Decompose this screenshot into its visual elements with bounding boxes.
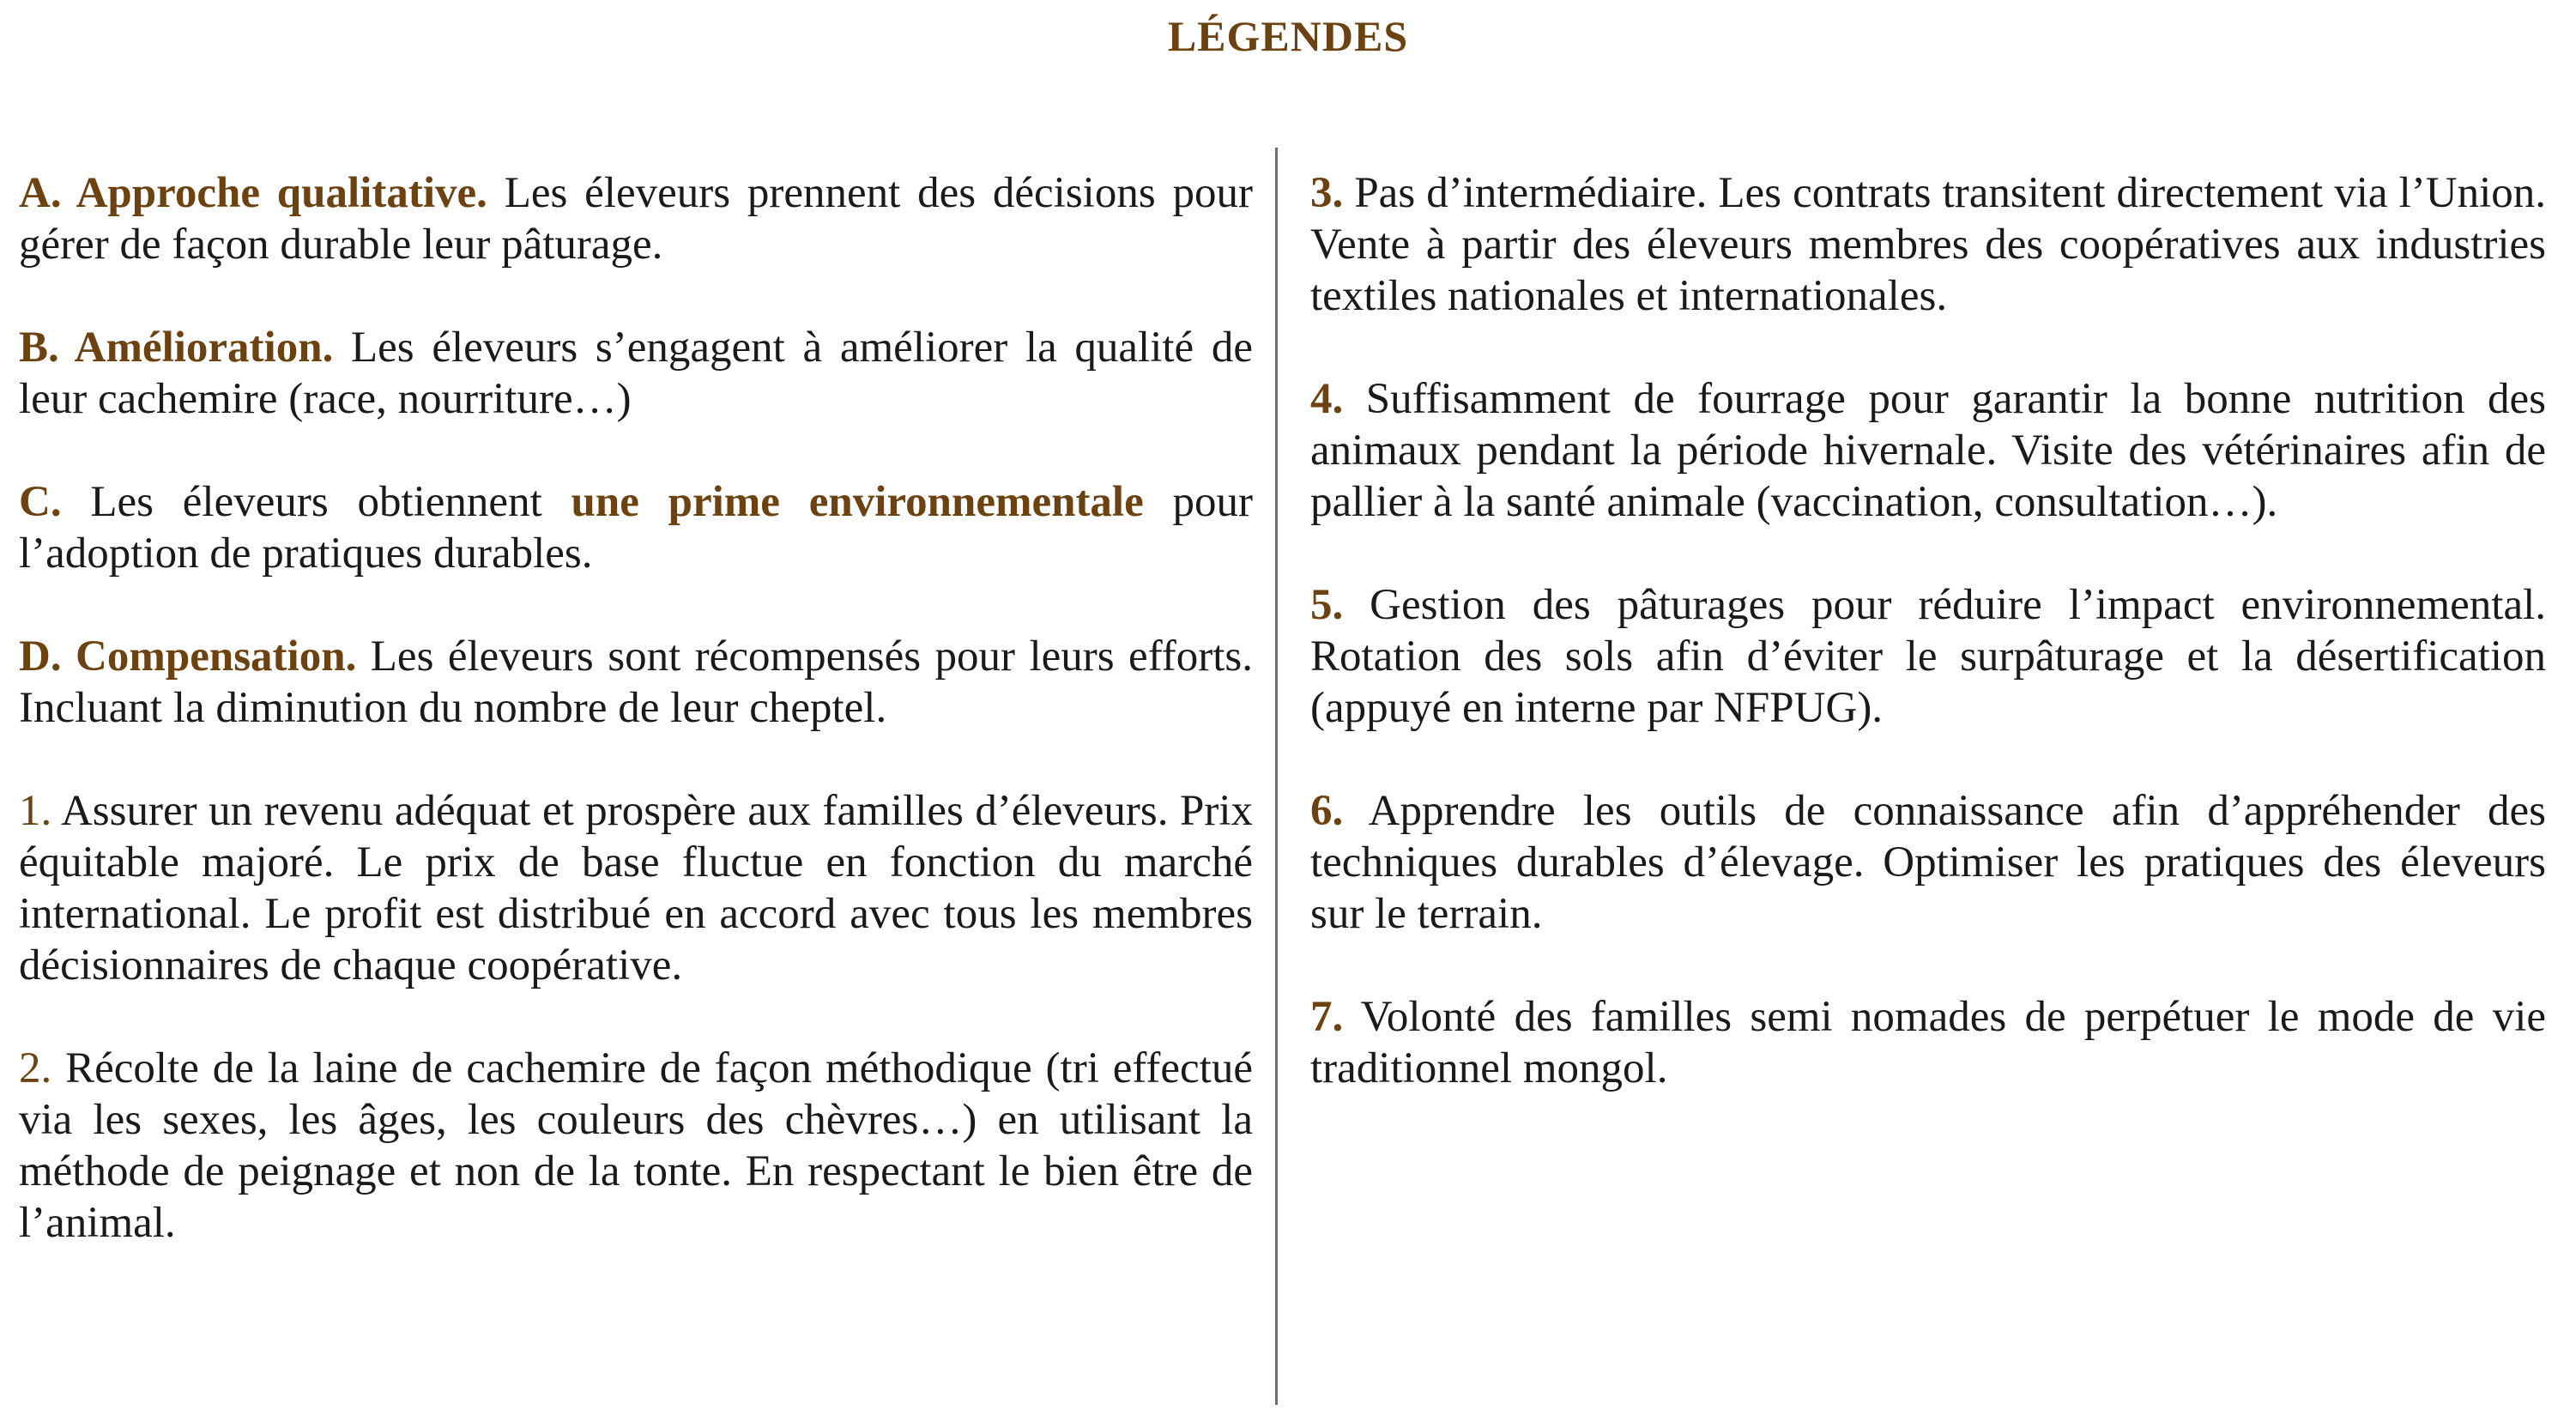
column-divider [1275, 148, 1278, 1405]
legend-text-a: Les éleveurs prennent des décisions pour gérer de façon durable leur pâturage. [19, 169, 1253, 269]
legend-number-7: 7. [1310, 993, 1344, 1041]
legend-text-c-before: Les éleveurs obtiennent [61, 478, 571, 526]
right-column [1310, 167, 2546, 1146]
legend-item-d [19, 631, 1253, 734]
legend-text-6: Apprendre les outils de connaissance afin d’appréhender des techniques durables d’élevage. Optimiser les pratiques des éleveurs sur le terrain. [1310, 787, 2546, 938]
legend-number-6: 6. [1310, 787, 1344, 835]
legend-item-c [19, 476, 1253, 579]
legend-number-2: 2. [19, 1044, 52, 1092]
page-title: LÉGENDES [1167, 12, 1409, 60]
legend-label-b: B. Amélioration. [19, 324, 334, 372]
legend-text-3: Pas d’intermédiaire. Les contrats transitent directement via l’Union. Vente à partir des éleveurs membres des coopératives aux industries textiles nationales et internationales. [1310, 169, 2546, 320]
legend-label-d: D. Compensation. [19, 632, 357, 681]
legend-text-b: Les éleveurs s’engagent à améliorer la qualité de leur cachemire (race, nourriture…) [19, 324, 1253, 423]
legend-item-6 [1310, 785, 2546, 940]
legend-text-4: Suffisamment de fourrage pour garantir la bonne nutrition des animaux pendant la période hivernale. Visite des vétérinaires afin de pallier à la santé animale (vaccination, consultation…). [1310, 375, 2546, 526]
legend-item-3 [1310, 167, 2546, 322]
legend-label-a: A. Approche qualitative. [19, 169, 487, 217]
legend-number-3: 3. [1310, 169, 1344, 217]
legend-number-4: 4. [1310, 375, 1344, 423]
legend-text-7: Volonté des familles semi nomades de perpétuer le mode de vie traditionnel mongol. [1310, 993, 2546, 1092]
legend-number-5: 5. [1310, 581, 1344, 629]
legend-item-2 [19, 1043, 1253, 1249]
legend-item-5 [1310, 579, 2546, 734]
legend-item-a [19, 167, 1253, 270]
legend-label-c: C. [19, 478, 62, 526]
legend-item-1 [19, 785, 1253, 991]
legend-item-b [19, 322, 1253, 425]
legend-item-7 [1310, 991, 2546, 1094]
legend-item-4 [1310, 373, 2546, 528]
legend-highlight-c: une prime environnementale [571, 478, 1144, 526]
legend-text-1: Assurer un revenu adéquat et prospère aux familles d’éleveurs. Prix équitable majoré. Le prix de base fluctue en fonction du marché international. Le profit est distribué en accord avec tous les membres décisionnaires de chaque coopérative. [19, 787, 1253, 989]
left-column [19, 167, 1253, 1300]
legend-text-c-after: pour l’adoption de pratiques durables. [19, 478, 1253, 578]
legend-text-2: Récolte de la laine de cachemire de façon méthodique (tri effectué via les sexes, les âges, les couleurs des chèvres…) en utilisant la méthode de peignage et non de la tonte. En respectant le bien être de l’animal. [19, 1044, 1253, 1247]
legend-number-1: 1. [19, 787, 52, 835]
legend-text-5: Gestion des pâturages pour réduire l’impact environnemental. Rotation des sols afin d’éviter le surpâturage et la désertification (appuyé en interne par NFPUG). [1310, 581, 2546, 732]
legend-text-d: Les éleveurs sont récompensés pour leurs efforts. Incluant la diminution du nombre de leur cheptel. [19, 632, 1253, 732]
